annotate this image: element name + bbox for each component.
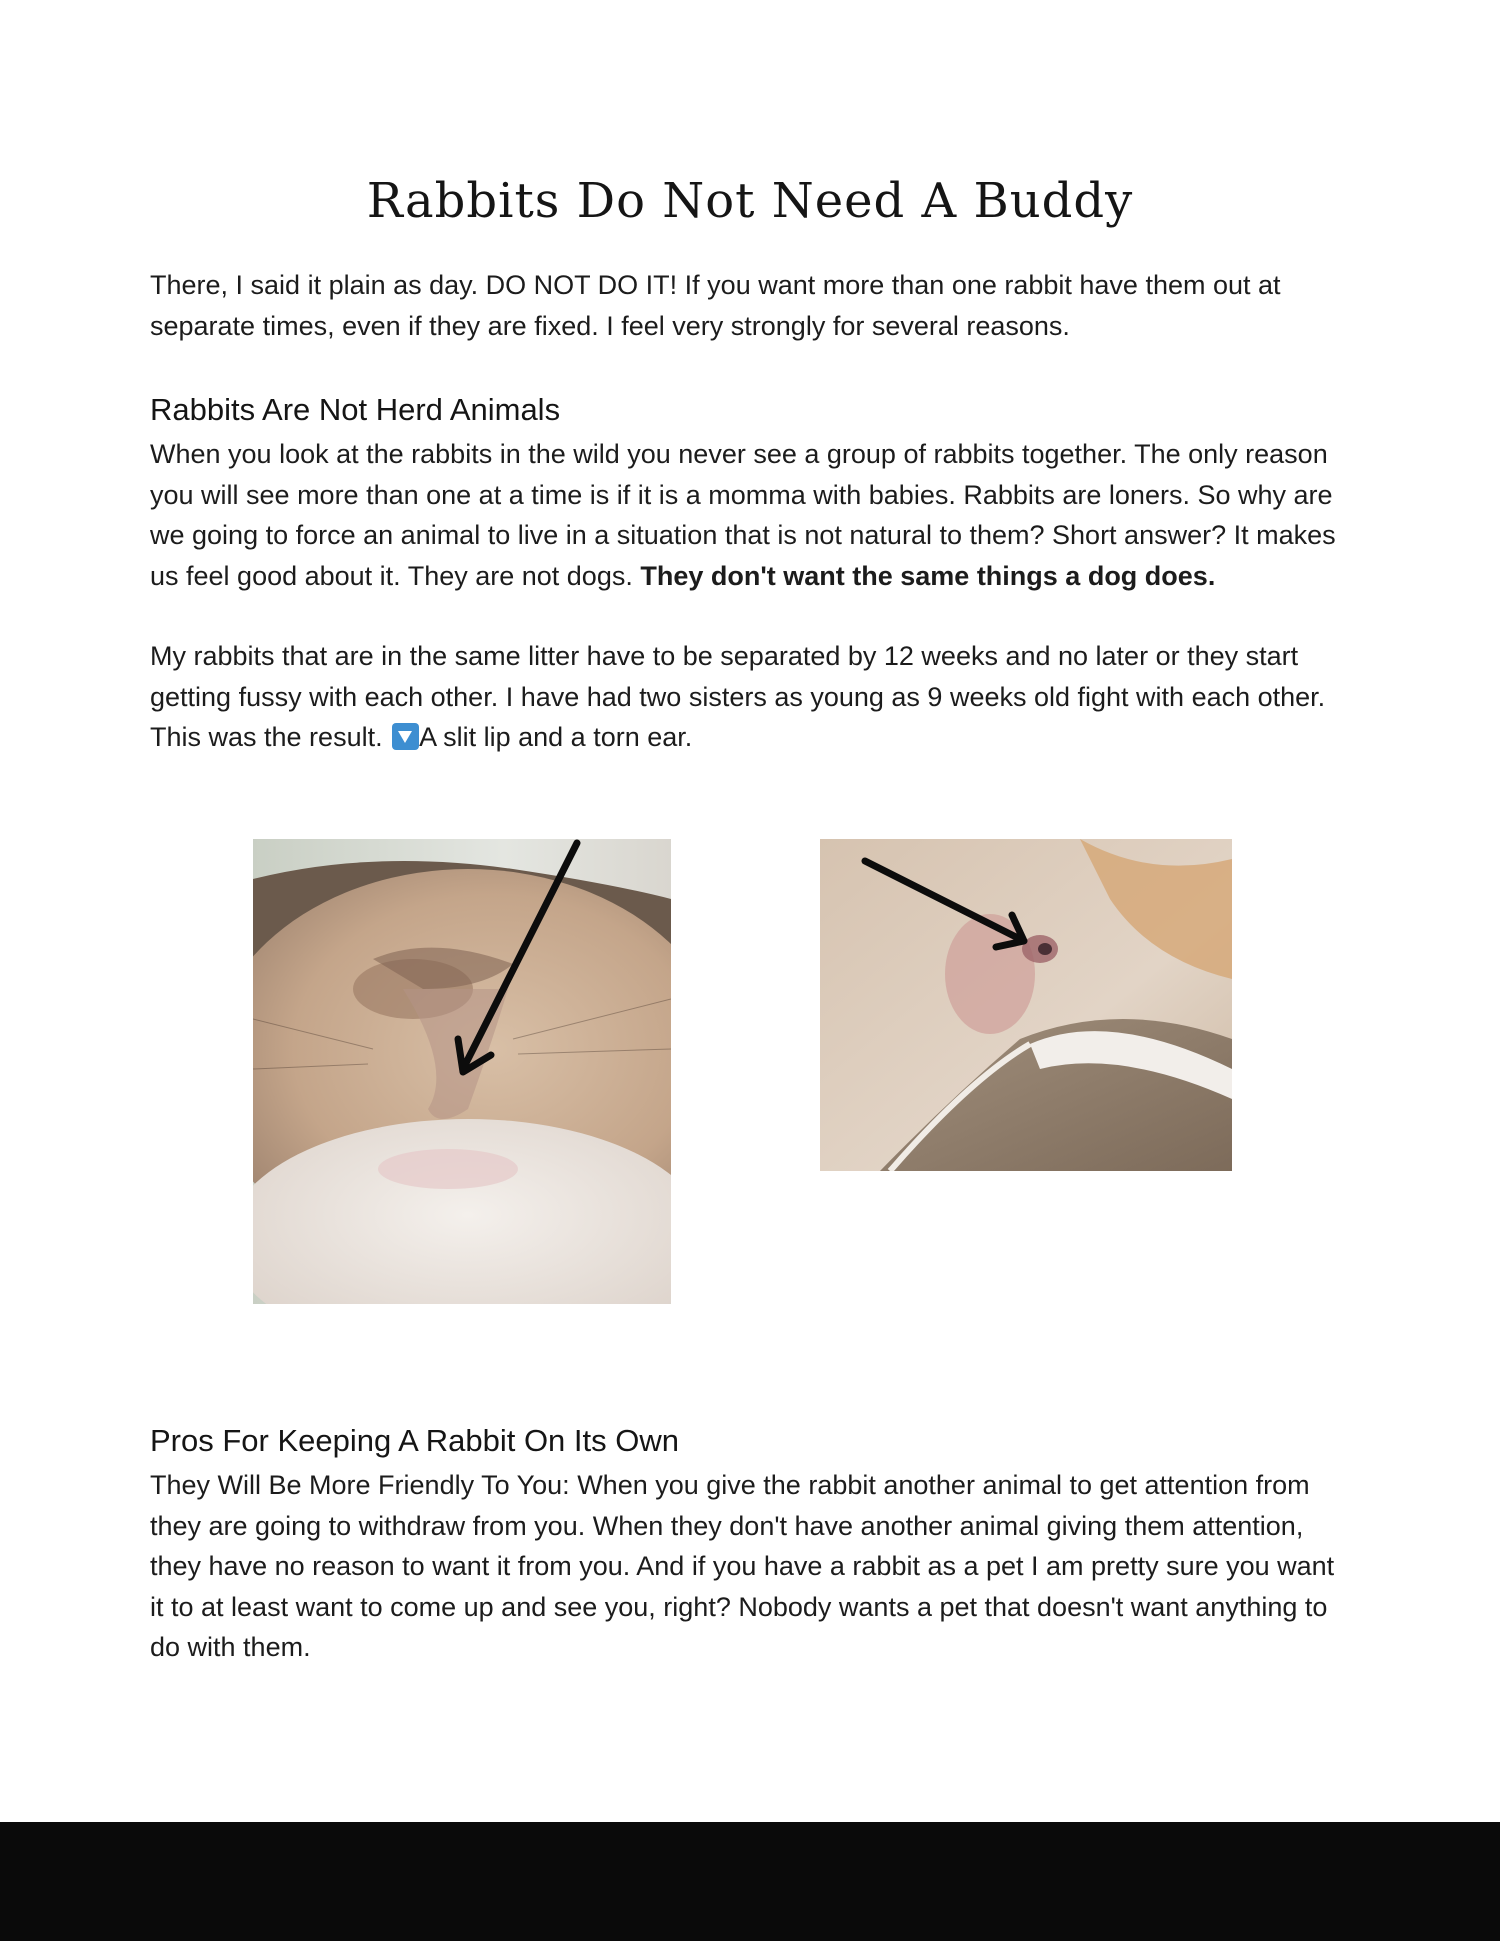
pros-paragraph: They Will Be More Friendly To You: When you give the rabbit another animal to get attention from they are going to withdraw from you. When they don't have another animal giving them attention, they have no reason to want it from you. And if you have a rabbit as a pet I am pretty sure you want it to at least want to come up and see you, right? Nobody wants a pet that doesn't want anything to do with them. xyxy=(150,1470,1335,1662)
section-heading-herd: Rabbits Are Not Herd Animals xyxy=(150,392,561,427)
section-heading-pros: Pros For Keeping A Rabbit On Its Own xyxy=(150,1423,679,1458)
litter-caption: A slit lip and a torn ear. xyxy=(419,722,693,752)
footer-bar xyxy=(0,1822,1500,1941)
herd-paragraph-text: When you look at the rabbits in the wild you never see a group of rabbits together. The only reason you will see more than one at a time is if it is a momma with babies. Rabbits are loners. So why are we going to force an animal to live in a situation that is not natural to them? Short answer? It makes us feel good about it. They are not dogs. xyxy=(150,439,1336,591)
down-arrow-icon xyxy=(392,723,419,750)
slit-lip-photo xyxy=(253,839,671,1304)
herd-paragraph xyxy=(150,434,1350,596)
intro-paragraph: There, I said it plain as day. DO NOT DO IT! If you want more than one rabbit have them out at separate times, even if they are fixed. I feel very strongly for several reasons. xyxy=(150,270,1281,341)
page-title: Rabbits Do Not Need A Buddy xyxy=(366,173,1134,229)
litter-paragraph-text: My rabbits that are in the same litter have to be separated by 12 weeks and no later or they start getting fussy with each other. I have had two sisters as young as 9 weeks old fight with each other. This was the result. xyxy=(150,641,1326,752)
herd-paragraph-bold: They don't want the same things a dog does. xyxy=(640,560,1216,591)
torn-ear-photo xyxy=(820,839,1232,1171)
litter-paragraph xyxy=(150,636,1350,758)
